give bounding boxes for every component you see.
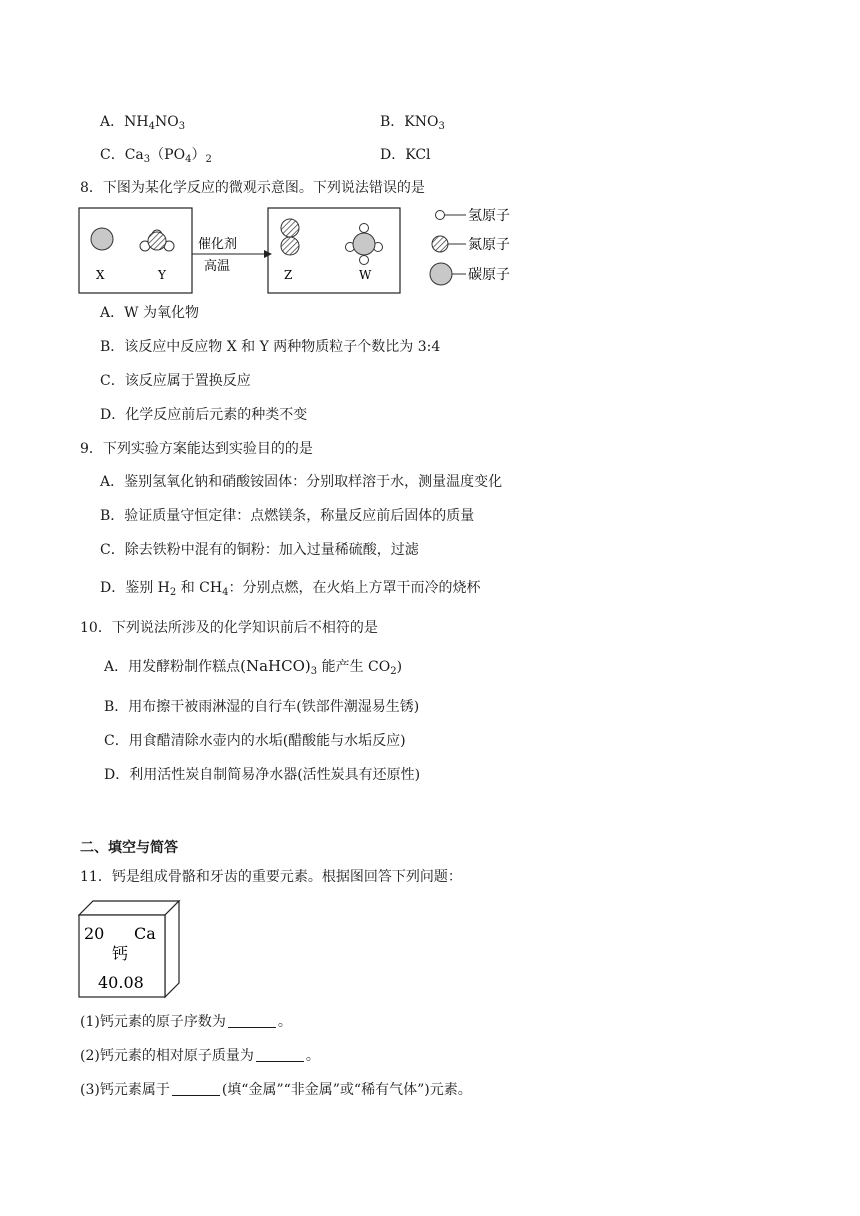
label-z: Z: [284, 268, 293, 282]
calcium-element-card: [78, 900, 182, 1000]
q9-option-a: A．鉴别氢氧化钠和硝酸铵固体：分别取样溶于水，测量温度变化: [100, 474, 503, 490]
q11-sub2: (2)钙元素的相对原子质量为 。: [80, 1048, 320, 1064]
answer-blank-3[interactable]: [172, 1081, 220, 1096]
molecule-y: [140, 230, 174, 251]
q8-option-a: A．W 为氧化物: [100, 305, 199, 321]
q9-option-b: B．验证质量守恒定律：点燃镁条，称量反应前后固体的质量: [100, 508, 475, 524]
answer-blank-1[interactable]: [228, 1013, 276, 1028]
legend-nitrogen: [432, 236, 510, 253]
q11-sub1: (1)钙元素的原子序数为 。: [80, 1014, 292, 1030]
q8-option-b: B．该反应中反应物 X 和 Y 两种物质粒子个数比为 3:4: [100, 339, 441, 355]
q9-option-d: D．鉴别 $H_2$ 和 $CH_4$：分别点燃，在火焰上方罩干而冷的烧杯: [100, 580, 481, 598]
legend-carbon: [430, 263, 510, 285]
section-title: 二、填空与简答: [80, 840, 178, 856]
q10-option-a: A．用发酵粉制作糕点$(NaHCO)_3$ 能产生 $CO_2$): [104, 657, 403, 677]
q8-stem: 8．下图为某化学反应的微观示意图。下列说法错误的是: [80, 180, 425, 196]
element-symbol: Ca: [134, 924, 156, 943]
label-x: X: [96, 268, 105, 282]
q10-option-b: B．用布擦干被雨淋湿的自行车(铁部件潮湿易生锈): [104, 699, 420, 715]
arrow-label-temperature: 高温: [204, 259, 231, 274]
q7-option-a: A．$NH_4NO_3$: [100, 114, 186, 132]
svg-text:氮原子: 氮原子: [468, 237, 510, 253]
q10-option-c: C．用食醋清除水壶内的水垢(醋酸能与水垢反应): [104, 733, 406, 749]
arrow-label-catalyst: 催化剂: [198, 237, 238, 252]
label-w: W: [359, 268, 372, 282]
molecule-z: [281, 219, 299, 255]
q11-stem: 11．钙是组成骨骼和牙齿的重要元素。根据图回答下列问题：: [80, 869, 462, 885]
answer-blank-2[interactable]: [256, 1047, 304, 1062]
q11-sub3: (3)钙元素属于 (填“金属”“非金属”或“稀有气体”)元素。: [80, 1082, 472, 1098]
q9-option-c: C．除去铁粉中混有的铜粉：加入过量稀硫酸，过滤: [100, 542, 419, 558]
label-y: Y: [158, 268, 166, 282]
element-name: 钙: [112, 944, 129, 963]
q9-stem: 9．下列实验方案能达到实验目的的是: [80, 441, 313, 457]
q7-option-b: B．$KNO_3$: [380, 114, 445, 132]
q8-option-c: C．该反应属于置换反应: [100, 373, 251, 389]
svg-text:氢原子: 氢原子: [468, 208, 510, 224]
q10-option-d: D．利用活性炭自制简易净水器(活性炭具有还原性): [104, 767, 421, 783]
reaction-diagram: [78, 206, 528, 296]
q7-option-c: C．$Ca_3(PO_4)_2$: [100, 147, 212, 165]
molecule-w: [346, 224, 383, 265]
atomic-mass: 40.08: [98, 973, 144, 992]
svg-text:碳原子: 碳原子: [468, 267, 510, 283]
carbon-atom-x: [91, 228, 113, 250]
q7-option-d: D．KCl: [380, 147, 431, 163]
atomic-number: 20: [84, 924, 105, 943]
legend-hydrogen: [436, 208, 511, 224]
q10-stem: 10．下列说法所涉及的化学知识前后不相符的是: [80, 620, 378, 636]
q8-option-d: D．化学反应前后元素的种类不变: [100, 407, 308, 423]
